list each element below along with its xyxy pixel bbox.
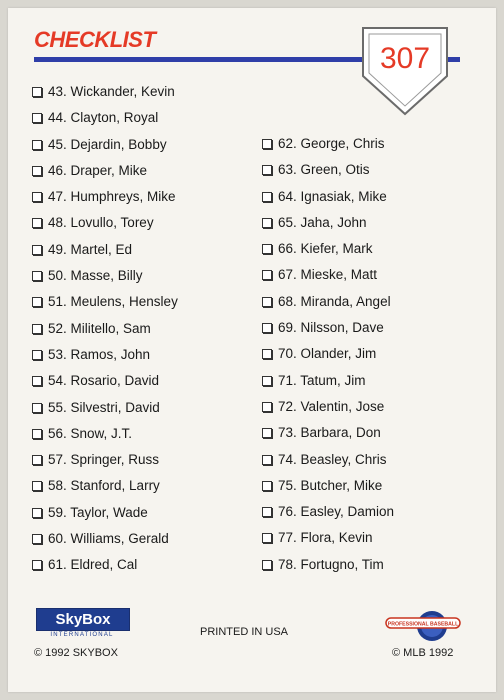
checklist-item-label: 51. Meulens, Hensley: [48, 294, 178, 310]
checklist-item-label: 47. Humphreys, Mike: [48, 189, 176, 205]
checklist-item: [262, 451, 394, 477]
checklist-item: [262, 214, 394, 240]
checklist-item: [32, 372, 178, 398]
checklist-item-label: 71. Tatum, Jim: [278, 372, 366, 388]
checklist-item: [262, 398, 394, 424]
checkbox-icon: [262, 533, 272, 543]
checklist-item-label: 69. Nilsson, Dave: [278, 320, 384, 336]
checklist-item-label: 72. Valentin, Jose: [278, 398, 385, 414]
checklist-item: [32, 451, 178, 477]
checkbox-icon: [32, 508, 42, 518]
checklist-item-label: 77. Flora, Kevin: [278, 530, 373, 546]
checklist-item-label: 63. Green, Otis: [278, 162, 370, 178]
checklist-item-label: 59. Taylor, Wade: [48, 504, 148, 520]
checkbox-icon: [32, 534, 42, 544]
checklist-item: [262, 477, 394, 503]
checklist-item-label: 62. George, Chris: [278, 136, 385, 151]
checkbox-icon: [262, 560, 272, 570]
skybox-logo-main: SkyBox: [36, 608, 130, 631]
checkbox-icon: [32, 218, 42, 228]
checkbox-icon: [32, 350, 42, 360]
checklist-item: [32, 320, 178, 346]
checkbox-icon: [32, 455, 42, 465]
checklist-item: [262, 161, 394, 187]
checklist-item-label: 73. Barbara, Don: [278, 425, 381, 441]
checklist-item-label: 49. Martel, Ed: [48, 241, 133, 257]
checklist-item: [32, 425, 178, 451]
checkbox-icon: [262, 481, 272, 491]
checklist-item: [32, 346, 178, 372]
checklist-item-label: 43. Wickander, Kevin: [48, 84, 175, 99]
checkbox-icon: [262, 507, 272, 517]
checklist-item: [262, 293, 394, 319]
checklist-item-label: 53. Ramos, John: [48, 346, 151, 362]
checkbox-icon: [262, 349, 272, 359]
checklist-item-label: 44. Clayton, Royal: [48, 110, 159, 126]
checklist-item: [32, 399, 178, 425]
checklist-item: [32, 556, 178, 582]
checkbox-icon: [262, 192, 272, 202]
checkbox-icon: [32, 166, 42, 176]
checkbox-icon: [32, 481, 42, 491]
checkbox-icon: [32, 560, 42, 570]
checklist-item-label: 45. Dejardin, Bobby: [48, 136, 167, 152]
checklist-item-label: 60. Williams, Gerald: [48, 531, 169, 547]
checklist-item-label: 64. Ignasiak, Mike: [278, 188, 387, 204]
checklist-item: [262, 503, 394, 529]
checkbox-icon: [32, 297, 42, 307]
checklist-item: [262, 319, 394, 345]
mlb-logo-text: PROFESSIONAL BASEBALL: [387, 621, 459, 628]
checkbox-icon: [32, 376, 42, 386]
checkbox-icon: [32, 113, 42, 123]
checkbox-icon: [32, 324, 42, 334]
checklist-item-label: 58. Stanford, Larry: [48, 478, 160, 494]
checklist-item-label: 67. Mieske, Matt: [278, 267, 378, 283]
checklist-title: CHECKLIST: [34, 27, 156, 52]
copyright-skybox: © 1992 SKYBOX: [34, 647, 118, 659]
checklist-item: [32, 83, 178, 109]
professional-baseball-logo: [382, 604, 462, 644]
checklist-item-label: 61. Eldred, Cal: [48, 557, 138, 573]
checkbox-icon: [262, 428, 272, 438]
checkbox-icon: [262, 218, 272, 228]
checklist-item-label: 55. Silvestri, David: [48, 399, 160, 415]
checkbox-icon: [262, 297, 272, 307]
checklist-item-label: 56. Snow, J.T.: [48, 425, 133, 441]
checklist-item: [32, 241, 178, 267]
copyright-mlb: © MLB 1992: [392, 647, 454, 659]
checklist-item: [32, 477, 178, 503]
checklist-item: [32, 136, 178, 162]
checklist-item-label: 48. Lovullo, Torey: [48, 215, 154, 231]
checklist-item: [262, 188, 394, 214]
checklist-item-label: 66. Kiefer, Mark: [278, 241, 373, 257]
checklist-item: [262, 345, 394, 371]
checkbox-icon: [32, 192, 42, 202]
checklist-item: [32, 267, 178, 293]
checklist-item: [262, 372, 394, 398]
checklist-item-label: 46. Draper, Mike: [48, 162, 148, 178]
checkbox-icon: [262, 165, 272, 175]
checklist-item: [262, 266, 394, 292]
checklist-item: [262, 529, 394, 555]
checkbox-icon: [262, 402, 272, 412]
checklist-left-column: [32, 83, 178, 583]
checklist-item-label: 70. Olander, Jim: [278, 346, 377, 362]
checklist-item: [32, 162, 178, 188]
checklist-item: [262, 240, 394, 266]
checklist-item: [262, 556, 394, 582]
checklist-item-label: 65. Jaha, John: [278, 214, 367, 230]
printed-in-usa: PRINTED IN USA: [200, 626, 289, 638]
checklist-item-label: 78. Fortugno, Tim: [278, 556, 384, 572]
skybox-logo-sub: INTERNATIONAL: [50, 632, 114, 638]
checklist-item: [32, 530, 178, 556]
checkbox-icon: [262, 376, 272, 386]
checklist-item-label: 68. Miranda, Angel: [278, 293, 391, 309]
checkbox-icon: [32, 87, 42, 97]
checklist-item-label: 50. Masse, Billy: [48, 268, 143, 284]
checkbox-icon: [32, 245, 42, 255]
checklist-item-label: 54. Rosario, David: [48, 373, 160, 389]
checkbox-icon: [262, 244, 272, 254]
checklist-item: [32, 188, 178, 214]
checkbox-icon: [262, 455, 272, 465]
skybox-logo: [36, 608, 128, 636]
checklist-item-label: 75. Butcher, Mike: [278, 477, 383, 493]
checkbox-icon: [32, 140, 42, 150]
card-number: 307: [379, 42, 431, 75]
checklist-item: [32, 504, 178, 530]
checkbox-icon: [32, 271, 42, 281]
checklist-item-label: 57. Springer, Russ: [48, 452, 160, 468]
checkbox-icon: [32, 429, 42, 439]
checklist-item: [32, 109, 178, 135]
checklist-item: [262, 424, 394, 450]
checklist-item-label: 74. Beasley, Chris: [278, 451, 387, 467]
checkbox-icon: [262, 323, 272, 333]
checkbox-icon: [262, 139, 272, 149]
checkbox-icon: [262, 270, 272, 280]
checklist-item-label: 76. Easley, Damion: [278, 504, 395, 520]
checklist-item: [32, 214, 178, 240]
checklist-item: [32, 293, 178, 319]
checklist-item: [262, 135, 394, 161]
checkbox-icon: [32, 403, 42, 413]
checklist-item-label: 52. Militello, Sam: [48, 320, 151, 336]
checklist-right-column: [262, 135, 394, 582]
